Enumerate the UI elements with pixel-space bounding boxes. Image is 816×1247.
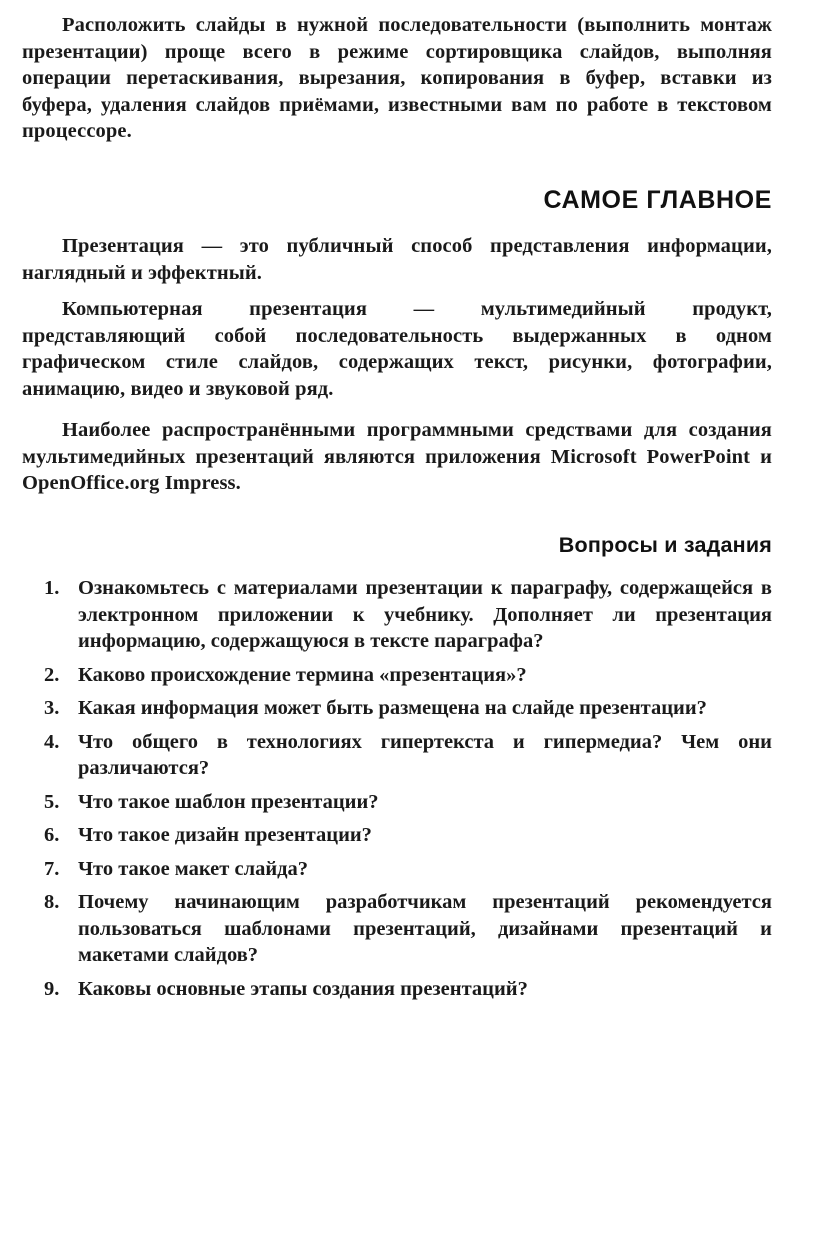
question-number: 9. xyxy=(44,977,60,1000)
summary-paragraph-2: Компьютерная презентация — мультимедийный продукт, представляющий собой последовательность выдержанных в одном графическом стиле слайдов, содержащих текст, рисунки, фотографии, анимацию, видео и звуковой ряд. xyxy=(22,298,772,400)
question-number: 4. xyxy=(44,730,60,753)
question-number: 6. xyxy=(44,824,60,846)
question-text: Что общего в технологиях гипертекста и гипермедиа? Чем они различаются? xyxy=(78,730,772,779)
intro-emphasis: в режиме сортировщика слайдов xyxy=(309,40,655,63)
question-text: Почему начинающим разработчикам презентаций рекомендуется пользоваться шаблонами презентаций, дизайнами презентаций и макетами слайдов? xyxy=(78,891,772,966)
question-text: Каково происхождение термина «презентация»? xyxy=(78,663,527,686)
intro-text-before: Расположить слайды в нужной последовательности (выполнить монтаж презентации) проще всего xyxy=(22,14,772,63)
question-item xyxy=(22,856,772,883)
question-number: 3. xyxy=(44,697,60,719)
question-item xyxy=(22,789,772,816)
question-number: 2. xyxy=(44,663,60,686)
question-text: Каковы основные этапы создания презентаций? xyxy=(78,977,528,1000)
question-item xyxy=(22,976,772,1003)
questions-heading: Вопросы и задания xyxy=(558,533,772,557)
question-text: Что такое дизайн презентации? xyxy=(78,824,372,846)
question-text: Что такое макет слайда? xyxy=(78,857,309,880)
question-item xyxy=(22,889,772,969)
intro-paragraph xyxy=(22,12,772,145)
question-number: 7. xyxy=(44,857,60,880)
question-text: Что такое шаблон презентации? xyxy=(78,790,379,813)
question-number: 8. xyxy=(44,891,60,913)
question-item xyxy=(22,729,772,782)
summary-heading: САМОЕ ГЛАВНОЕ xyxy=(543,186,772,214)
question-text: Ознакомьтесь с материалами презентации к параграфу, содержащейся в электронном приложении к учебнику. Дополняет ли презентация информацию, содержащуюся в тексте параграфа? xyxy=(78,577,772,652)
summary-paragraph-1: Презентация — это публичный способ представления информации, наглядный и эффектный. xyxy=(22,235,772,284)
intro-text-after: , выполняя операции перетаскивания, вырезания, копирования в буфер, вставки из буфера, удаления слайдов приёмами, известными вам по работе в текстовом процессоре. xyxy=(22,40,773,142)
question-number: 1. xyxy=(44,577,60,599)
summary-paragraph-3: Наиболее распространёнными программными средствами для создания мультимедийных презентаций являются приложения Microsoft PowerPoint и OpenOffice.org Impress. xyxy=(22,419,772,494)
questions-list xyxy=(22,575,772,1009)
question-text: Какая информация может быть размещена на слайде презентации? xyxy=(78,697,707,719)
question-item xyxy=(22,575,772,655)
question-number: 5. xyxy=(44,790,60,813)
question-item xyxy=(22,662,772,689)
question-item xyxy=(22,822,772,849)
question-item xyxy=(22,695,772,722)
